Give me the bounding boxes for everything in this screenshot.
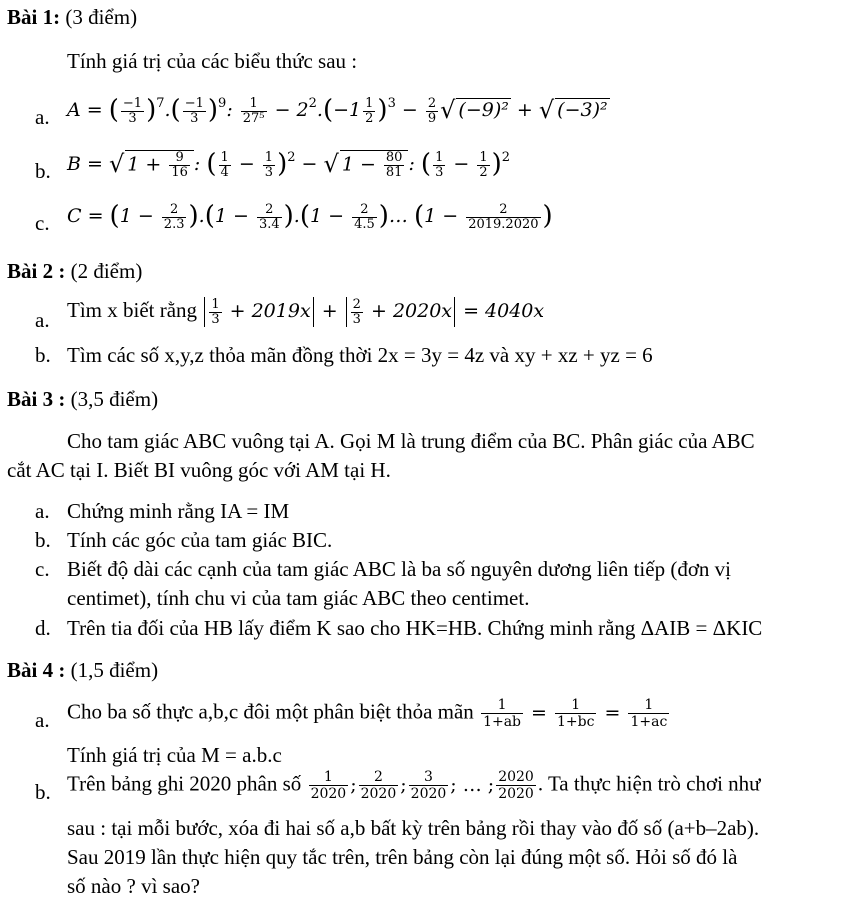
- bai1-heading: [7, 4, 137, 30]
- bai1-title: Bài 1:: [7, 5, 61, 29]
- bai3-intro-line2: cắt AC tại I. Biết BI vuông góc với AM tại H.: [7, 458, 391, 482]
- bai4-item-b: [67, 769, 761, 802]
- bai4-fraction-list: $\frac{1}{2020}$ ; $\frac{2}{2020}$ ; $\frac{3}{2020}$ ; … ; $\frac{2020}{2020}$: [310, 769, 534, 802]
- bai3-item-a-text: Chứng minh rằng IA = IM: [67, 499, 290, 523]
- bai4-item-b-text4: số nào ? vì sao?: [67, 874, 200, 898]
- bai3-item-c-text2: centimet), tính chu vi của tam giác ABC theo centimet.: [67, 586, 530, 610]
- bai2-heading: [7, 258, 142, 284]
- bai1-expression-a: A = ( $\frac{-1}{3}$ )$^7$.( $\frac{-1}{3}$ )$^9$: $\frac{1}{\text{27⁵}}$ − $2^2.(-1$ $\frac{1}{2}$ )$^3$ − $\frac{2}{9}$ √ (−9)² + √ (−3)²: [67, 95, 608, 126]
- bai3-item-c-label: c.: [35, 557, 50, 581]
- bai1-item-a-label: a.: [35, 105, 50, 129]
- bai3-item-b-text: Tính các góc của tam giác BIC.: [67, 528, 333, 552]
- bai3-title: Bài 3 :: [7, 387, 66, 411]
- bai2-item-a-label: a.: [35, 308, 50, 332]
- bai2-points: (2 điểm): [70, 259, 143, 283]
- bai3-item-d-label: d.: [35, 616, 51, 640]
- bai2-item-a-text: Tìm x biết rằng: [67, 298, 198, 322]
- bai3-intro-line1: Cho tam giác ABC vuông tại A. Gọi M là trung điểm của BC. Phân giác của ABC: [67, 429, 755, 453]
- bai3-item-d-text: Trên tia đối của HB lấy điểm K sao cho HK=HB. Chứng minh rằng ΔAIB = ΔKIC: [67, 616, 763, 640]
- bai4-item-a-label: a.: [35, 708, 50, 732]
- bai1-item-b-label: b.: [35, 159, 51, 183]
- bai4-equation: $\frac{1}{1+ab}$ = $\frac{1}{1+bc}$ = $\frac{1}{1+ac}$: [483, 697, 668, 730]
- bai4-title: Bài 4 :: [7, 658, 66, 682]
- bai3-points: (3,5 điểm): [70, 387, 159, 411]
- bai2-equation: $\frac{1}{3}$ + 2019x + $\frac{2}{3}$ + 2020x = 4040x: [202, 300, 544, 322]
- bai2-item-a: [67, 297, 544, 327]
- bai4-item-b-text-after: . Ta thực hiện trò chơi như: [537, 771, 761, 796]
- bai4-item-b-label: b.: [35, 780, 51, 804]
- bai4-item-a-text: Cho ba số thực a,b,c đôi một phân biệt thỏa mãn: [67, 699, 474, 724]
- bai4-item-b-text2: sau : tại mỗi bước, xóa đi hai số a,b bất kỳ trên bảng rồi thay vào đố số (a+b–2ab).: [67, 816, 760, 840]
- bai4-item-a-text2: Tính giá trị của M = a.b.c: [67, 743, 282, 767]
- bai4-heading: [7, 657, 158, 683]
- bai3-item-b-label: b.: [35, 528, 51, 552]
- bai4-item-a: [67, 697, 671, 730]
- bai2-title: Bài 2 :: [7, 259, 66, 283]
- bai4-item-b-text: Trên bảng ghi 2020 phân số: [67, 771, 302, 796]
- bai1-item-c-label: c.: [35, 211, 50, 235]
- bai2-item-b-label: b.: [35, 343, 51, 367]
- bai1-expression-b: B = √ 1 + $\frac{9}{16}$ : ( $\frac{1}{4}$ − $\frac{1}{3}$ )$^2$ − √ 1 − $\frac{80}{81}$ : ( $\frac{1}{3}$ − $\frac{1}{2}$ )$^2$: [67, 149, 511, 180]
- bai1-intro: Tính giá trị của các biểu thức sau :: [67, 49, 358, 73]
- bai2-item-b-text: Tìm các số x,y,z thỏa mãn đồng thời 2x = 3y = 4z và xy + xz + yz = 6: [67, 343, 653, 367]
- bai1-points: (3 điểm): [65, 5, 138, 29]
- bai3-item-a-label: a.: [35, 499, 50, 523]
- bai1-expression-c: C = (1 − $\frac{2}{2.3}$ ).(1 − $\frac{2}{3.4}$ ).(1 − $\frac{2}{4.5}$ )… (1 − $\frac{2}{2019.2020}$ ): [67, 201, 553, 232]
- bai4-item-b-text3: Sau 2019 lần thực hiện quy tắc trên, trên bảng còn lại đúng một số. Hỏi số đó là: [67, 845, 738, 869]
- bai4-points: (1,5 điểm): [70, 658, 159, 682]
- bai3-heading: [7, 386, 158, 412]
- bai3-item-c-text: Biết độ dài các cạnh của tam giác ABC là ba số nguyên dương liên tiếp (đơn vị: [67, 557, 732, 581]
